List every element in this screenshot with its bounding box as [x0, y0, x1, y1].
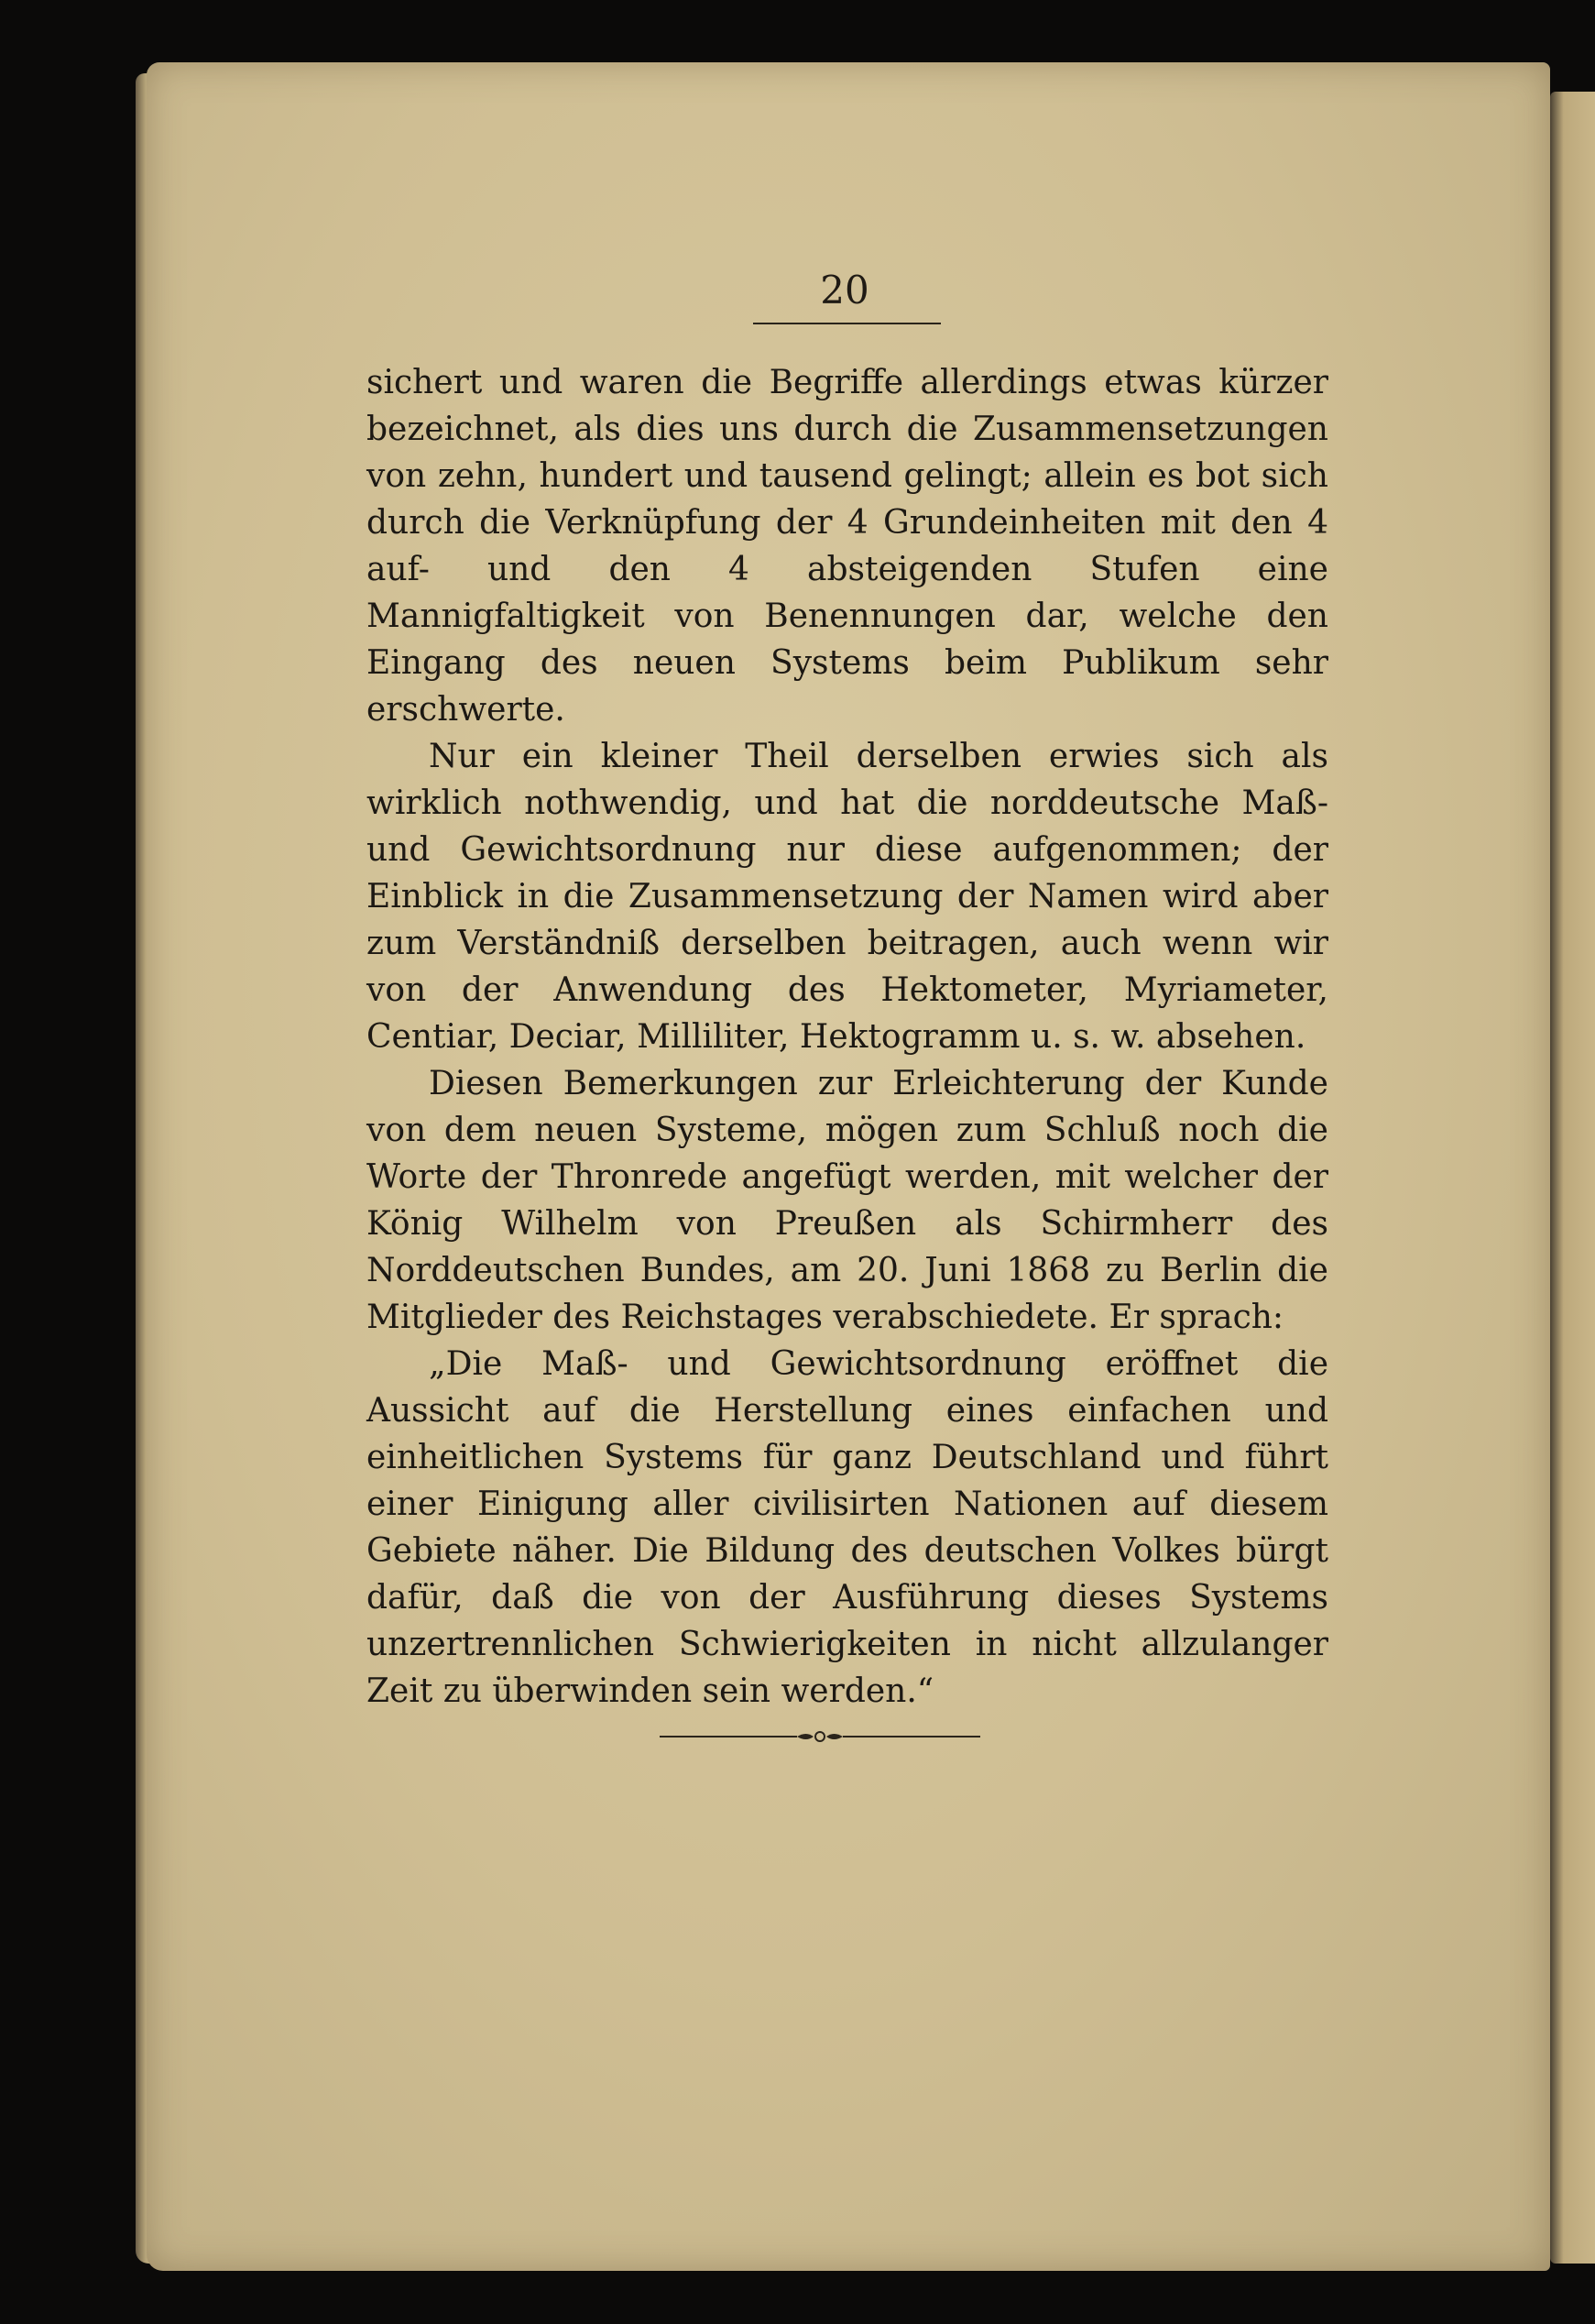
paragraph: „Die Maß- und Gewichtsordnung eröffnet die Aussicht auf die Herstellung eines einfachen und einheitlichen Systems für ganz Deutschland und führt einer Einigung aller civilisirten Nationen auf diesem Gebiete näher. Die Bildung des deutschen Volkes bürgt dafür, daß die von der Ausführung dieses Systems unzertrennlichen Schwierigkeiten in nicht allzulanger Zeit zu überwinden sein werden.“	[366, 1345, 1328, 1710]
header-rule	[753, 323, 941, 324]
ornament-center	[815, 1732, 825, 1741]
page-number: 20	[820, 268, 869, 312]
paragraph: sichert und waren die Begriffe allerdings etwas kürzer bezeichnet, als dies uns durch die Zusammensetzungen von zehn, hundert und tausend gelingt; allein es bot sich durch die Verknüpfung der 4 Grundeinheiten mit den 4 auf- und den 4 absteigenden Stufen eine Mannigfaltigkeit von Benennungen dar, welche den Eingang des neuen Systems beim Publikum sehr erschwerte.	[366, 364, 1328, 729]
paragraph: Diesen Bemerkungen zur Erleichterung der Kunde von dem neuen Systeme, mögen zum Schluß noch die Worte der Thronrede angefügt werden, mit welcher der König Wilhelm von Preußen als Schirmherr des Norddeutschen Bundes, am 20. Juni 1868 zu Berlin die Mitglieder des Reichstages verabschiedete. Er sprach:	[366, 1065, 1328, 1336]
body-text	[366, 359, 1328, 1715]
paragraph: Nur ein kleiner Theil derselben erwies sich als wirklich nothwendig, und hat die norddeutsche Maß- und Gewichtsordnung nur diese aufgenommen; der Einblick in die Zusammensetzung der Namen wird aber zum Verständniß derselben beitragen, auch wenn wir von der Anwendung des Hektometer, Myriameter, Centiar, Deciar, Milliliter, Hektogramm u. s. w. absehen.	[366, 738, 1328, 1056]
ornament-flourish-right	[826, 1734, 843, 1739]
facing-page-edge	[1550, 92, 1595, 2264]
ornament-flourish-left	[797, 1734, 814, 1739]
end-ornament	[660, 1723, 980, 1750]
